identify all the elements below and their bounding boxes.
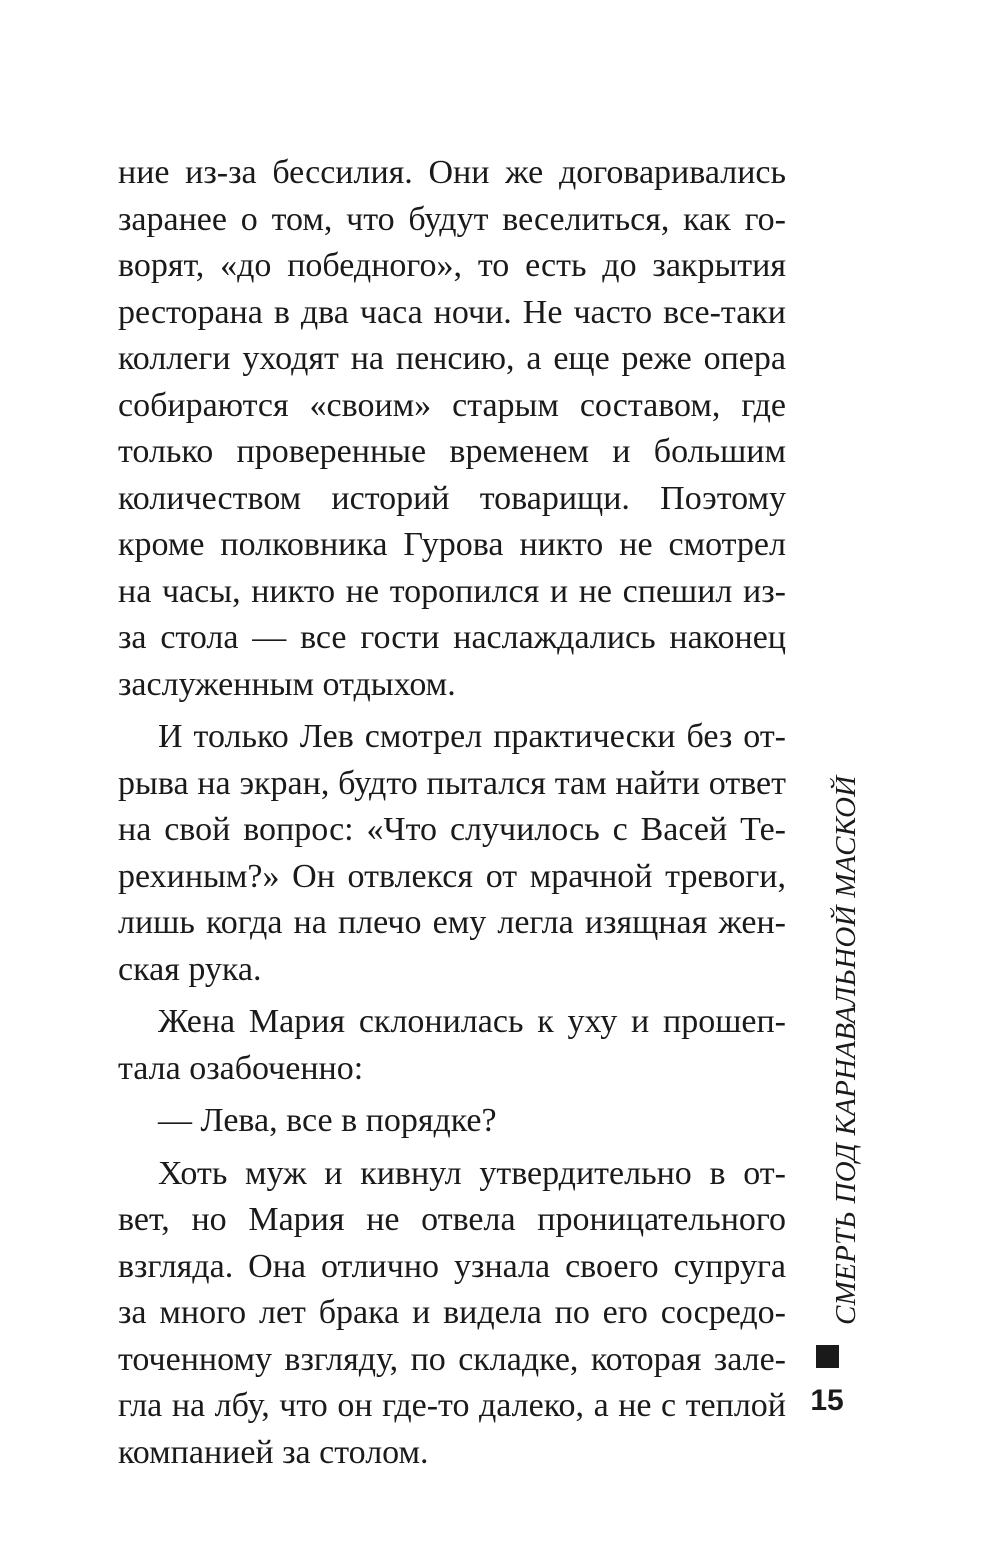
text-line: на часы, никто не торопился и не спешил из- [118, 572, 786, 610]
text-line: лишь когда на плечо ему легла изящная жен- [118, 904, 786, 941]
text-line: Хоть муж и кивнул утвердительно в от- [158, 1154, 786, 1192]
page-number: 15 [810, 1384, 844, 1417]
text-line: тала озабоченно: [118, 1049, 364, 1087]
text-line: вет, но Мария не отвела проницательного [118, 1201, 786, 1238]
text-line: рехиным?» Он отвлекся от мрачной тревоги, [118, 857, 786, 895]
text-line: ние из-за бессилия. Они же договаривались [118, 154, 786, 191]
text-line: количеством историй товарищи. Поэтому [118, 479, 786, 517]
text-line: компанией за столом. [118, 1433, 429, 1471]
dialogue-line: — Лева, все в порядке? [158, 1102, 497, 1139]
running-head-title: СМЕРТЬ ПОД КАРНАВАЛЬНОЙ МАСКОЙ [830, 775, 862, 1325]
text-line: Жена Мария склонилась к уху и прошеп- [158, 1003, 786, 1040]
text-line: ская рука. [118, 950, 262, 988]
text-line: ворят, «до победного», то есть до закрытия [118, 247, 786, 284]
body-text [118, 150, 786, 1476]
text-line: И только Лев смотрел практически без от- [158, 718, 786, 755]
text-line: за много лет брака и видела по его сосредо- [118, 1294, 786, 1331]
text-line: за стола — все гости наслаждались наконец [118, 619, 786, 656]
text-line: точенному взгляду, по складке, которая зале- [118, 1340, 786, 1378]
square-marker-icon [816, 1345, 839, 1368]
text-line: только проверенные временем и большим [118, 433, 786, 470]
text-line: гла на лбу, что он где-то далеко, а не с теплой [118, 1387, 786, 1424]
text-line: ресторана в два часа ночи. Не часто все-таки [118, 293, 786, 331]
text-line: кроме полковника Гурова никто не смотрел [118, 526, 786, 563]
text-line: собираются «своим» старым составом, где [118, 386, 786, 424]
text-line: заранее о том, что будут веселиться, как го- [118, 200, 786, 238]
text-line: на свой вопрос: «Что случилось с Васей Те- [118, 811, 786, 848]
text-line: коллеги уходят на пенсию, а еще реже опера [118, 340, 786, 377]
text-line: заслуженным отдыхом. [118, 665, 456, 703]
text-line: рыва на экран, будто пытался там найти ответ [118, 764, 786, 802]
text-line: взгляда. Она отлично узнала своего супруга [118, 1247, 786, 1285]
